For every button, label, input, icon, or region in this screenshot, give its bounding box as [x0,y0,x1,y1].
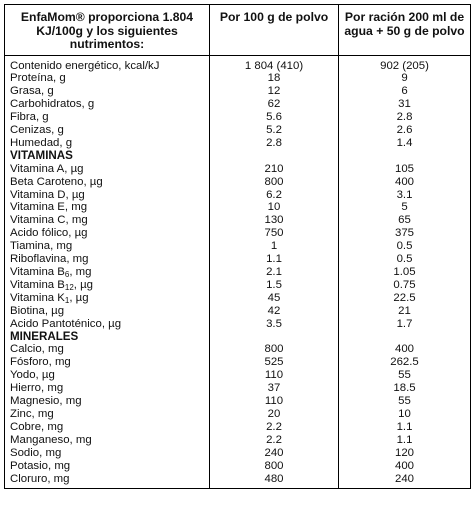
value-per-100g: 480 [210,473,339,489]
value-per-portion: 240 [339,473,471,489]
nutrient-name [5,227,210,240]
value-per-portion: 2.8 [339,111,471,124]
nutrition-table-container [4,4,471,489]
value-per-100g: 62 [210,98,339,111]
value-per-100g: 2.1 [210,266,339,279]
nutrient-name [5,395,210,408]
value-per-100g: 1.5 [210,279,339,292]
nutrient-label: Fósforo, mg [10,356,71,369]
value-per-portion: 2.6 [339,124,471,137]
table-row [5,111,471,124]
value-per-portion: 400 [339,176,471,189]
nutrient-unit: , mg [69,266,92,278]
table-row [5,434,471,447]
table-row [5,343,471,356]
empty-cell [210,331,339,344]
nutrient-name [5,55,210,72]
nutrient-name [5,111,210,124]
section-row [5,150,471,163]
nutrient-label: Manganeso, mg [10,433,92,446]
nutrient-name [5,292,210,305]
nutrient-label: Cobre, mg [10,420,64,433]
nutrient-label: Grasa, g [10,85,54,98]
table-row [5,305,471,318]
nutrition-table [4,4,471,489]
nutrient-name [5,421,210,434]
table-row [5,137,471,150]
nutrient-name [5,240,210,253]
table-row [5,124,471,137]
nutrient-name [5,369,210,382]
table-row [5,447,471,460]
value-per-100g: 2.2 [210,421,339,434]
value-per-100g: 10 [210,201,339,214]
nutrient-label: Hierro, mg [10,382,64,395]
table-row [5,214,471,227]
value-per-portion: 1.7 [339,318,471,331]
value-per-portion: 6 [339,85,471,98]
table-body [5,55,471,489]
nutrient-name [5,343,210,356]
nutrient-label: Magnesio, mg [10,395,82,408]
header-per-100g: Por 100 g de polvo [210,5,339,56]
nutrient-label: Vitamina K [10,291,65,304]
nutrient-name [5,447,210,460]
empty-cell [339,150,471,163]
nutrient-label: Vitamina E, mg [10,201,88,214]
table-row [5,240,471,253]
table-header-row [5,5,471,56]
empty-cell [210,150,339,163]
section-row [5,331,471,344]
nutrient-label: Fibra, g [10,111,49,124]
value-per-portion: 105 [339,163,471,176]
value-per-portion: 31 [339,98,471,111]
nutrient-name [5,434,210,447]
nutrient-name [5,408,210,421]
nutrient-label: Cenizas, g [10,124,64,137]
table-row [5,421,471,434]
value-per-portion: 262.5 [339,356,471,369]
nutrient-name [5,214,210,227]
section-title: MINERALES [5,331,210,344]
nutrient-name [5,356,210,369]
value-per-100g: 525 [210,356,339,369]
value-per-portion: 400 [339,460,471,473]
value-per-100g: 110 [210,369,339,382]
table-row [5,318,471,331]
nutrient-name [5,98,210,111]
nutrient-label: Contenido energético, kcal/kJ [10,59,160,72]
value-per-portion: 375 [339,227,471,240]
table-row [5,72,471,85]
value-per-portion: 902 (205) [339,55,471,72]
value-per-portion: 0.5 [339,240,471,253]
nutrient-name [5,382,210,395]
table-row [5,85,471,98]
nutrient-label: Vitamina B [10,266,65,278]
value-per-portion: 5 [339,201,471,214]
nutrient-name [5,253,210,266]
table-row [5,292,471,305]
value-per-100g: 6.2 [210,189,339,202]
nutrient-name [5,305,210,318]
nutrient-label: Zinc, mg [10,407,54,420]
header-per-portion: Por ración 200 ml de agua + 50 g de polvo [339,5,471,56]
nutrient-subscript: 6 [64,270,70,279]
table-row [5,460,471,473]
value-per-portion: 1.1 [339,421,471,434]
value-per-100g: 18 [210,72,339,85]
value-per-portion: 3.1 [339,189,471,202]
nutrient-label: Proteína, g [10,72,66,85]
table-row [5,98,471,111]
nutrient-name [5,279,210,292]
value-per-portion: 0.5 [339,253,471,266]
nutrient-label: Cloruro, mg [10,472,70,485]
nutrient-name [5,137,210,150]
nutrient-label: Sodio, mg [10,446,62,459]
nutrient-label: Acido Pantoténico, µg [10,317,122,330]
nutrient-name [5,163,210,176]
value-per-100g: 800 [210,343,339,356]
value-per-100g: 3.5 [210,318,339,331]
table-row [5,382,471,395]
value-per-100g: 110 [210,395,339,408]
table-row [5,266,471,279]
value-per-100g: 5.6 [210,111,339,124]
nutrient-label: Yodo, µg [10,369,55,382]
value-per-100g: 5.2 [210,124,339,137]
nutrient-label: Vitamina C, mg [10,214,88,227]
table-row [5,176,471,189]
nutrient-label: Acido fólico, µg [10,227,88,240]
value-per-100g: 1 [210,240,339,253]
table-row [5,473,471,489]
value-per-portion: 21 [339,305,471,318]
nutrient-name [5,176,210,189]
nutrient-label: Riboflavina, mg [10,253,89,266]
table-row [5,369,471,382]
value-per-portion: 10 [339,408,471,421]
nutrient-name [5,201,210,214]
nutrient-unit: , µg [69,291,89,304]
value-per-100g: 750 [210,227,339,240]
value-per-portion: 400 [339,343,471,356]
value-per-100g: 37 [210,382,339,395]
value-per-100g: 800 [210,176,339,189]
nutrient-unit: , µg [73,278,94,291]
nutrient-label: Biotina, µg [10,304,65,317]
value-per-100g: 12 [210,85,339,98]
table-row [5,201,471,214]
nutrient-name [5,189,210,202]
nutrient-label: Beta Caroteno, µg [10,175,103,188]
value-per-100g: 42 [210,305,339,318]
value-per-100g: 240 [210,447,339,460]
value-per-100g: 130 [210,214,339,227]
table-row [5,189,471,202]
nutrient-label: Vitamina B [10,278,65,291]
value-per-100g: 45 [210,292,339,305]
nutrient-subscript: 1 [64,295,70,305]
value-per-portion: 55 [339,369,471,382]
section-title: VITAMINAS [5,150,210,163]
nutrient-label: Humedad, g [10,136,73,149]
value-per-100g: 2.8 [210,137,339,150]
value-per-100g: 210 [210,163,339,176]
value-per-100g: 2.2 [210,434,339,447]
table-row [5,163,471,176]
nutrient-name [5,266,210,279]
nutrient-name [5,318,210,331]
value-per-portion: 1.1 [339,434,471,447]
nutrient-label: Calcio, mg [10,343,64,356]
empty-cell [339,331,471,344]
value-per-portion: 0.75 [339,279,471,292]
value-per-portion: 120 [339,447,471,460]
header-nutrients: EnfaMom® proporciona 1.804 KJ/100g y los siguientes nutrimentos: [5,5,210,56]
value-per-portion: 55 [339,395,471,408]
table-row [5,395,471,408]
nutrient-name [5,85,210,98]
table-row [5,227,471,240]
nutrient-label: Vitamina D, µg [10,188,85,201]
table-row [5,253,471,266]
nutrient-label: Vitamina A, µg [10,162,84,175]
table-row [5,356,471,369]
value-per-portion: 1.4 [339,137,471,150]
value-per-100g: 20 [210,408,339,421]
value-per-100g: 1 804 (410) [210,55,339,72]
nutrient-name [5,473,210,489]
nutrient-name [5,72,210,85]
value-per-100g: 1.1 [210,253,339,266]
nutrient-name [5,124,210,137]
nutrient-label: Potasio, mg [10,459,71,472]
nutrient-subscript: 12 [64,282,74,292]
value-per-portion: 22.5 [339,292,471,305]
value-per-portion: 18.5 [339,382,471,395]
nutrient-label: Carbohidratos, g [10,98,95,111]
value-per-portion: 65 [339,214,471,227]
value-per-portion: 1.05 [339,266,471,279]
value-per-portion: 9 [339,72,471,85]
table-row [5,408,471,421]
nutrient-label: Tiamina, mg [10,240,73,253]
value-per-100g: 800 [210,460,339,473]
nutrient-name [5,460,210,473]
table-row [5,279,471,292]
table-row [5,55,471,72]
